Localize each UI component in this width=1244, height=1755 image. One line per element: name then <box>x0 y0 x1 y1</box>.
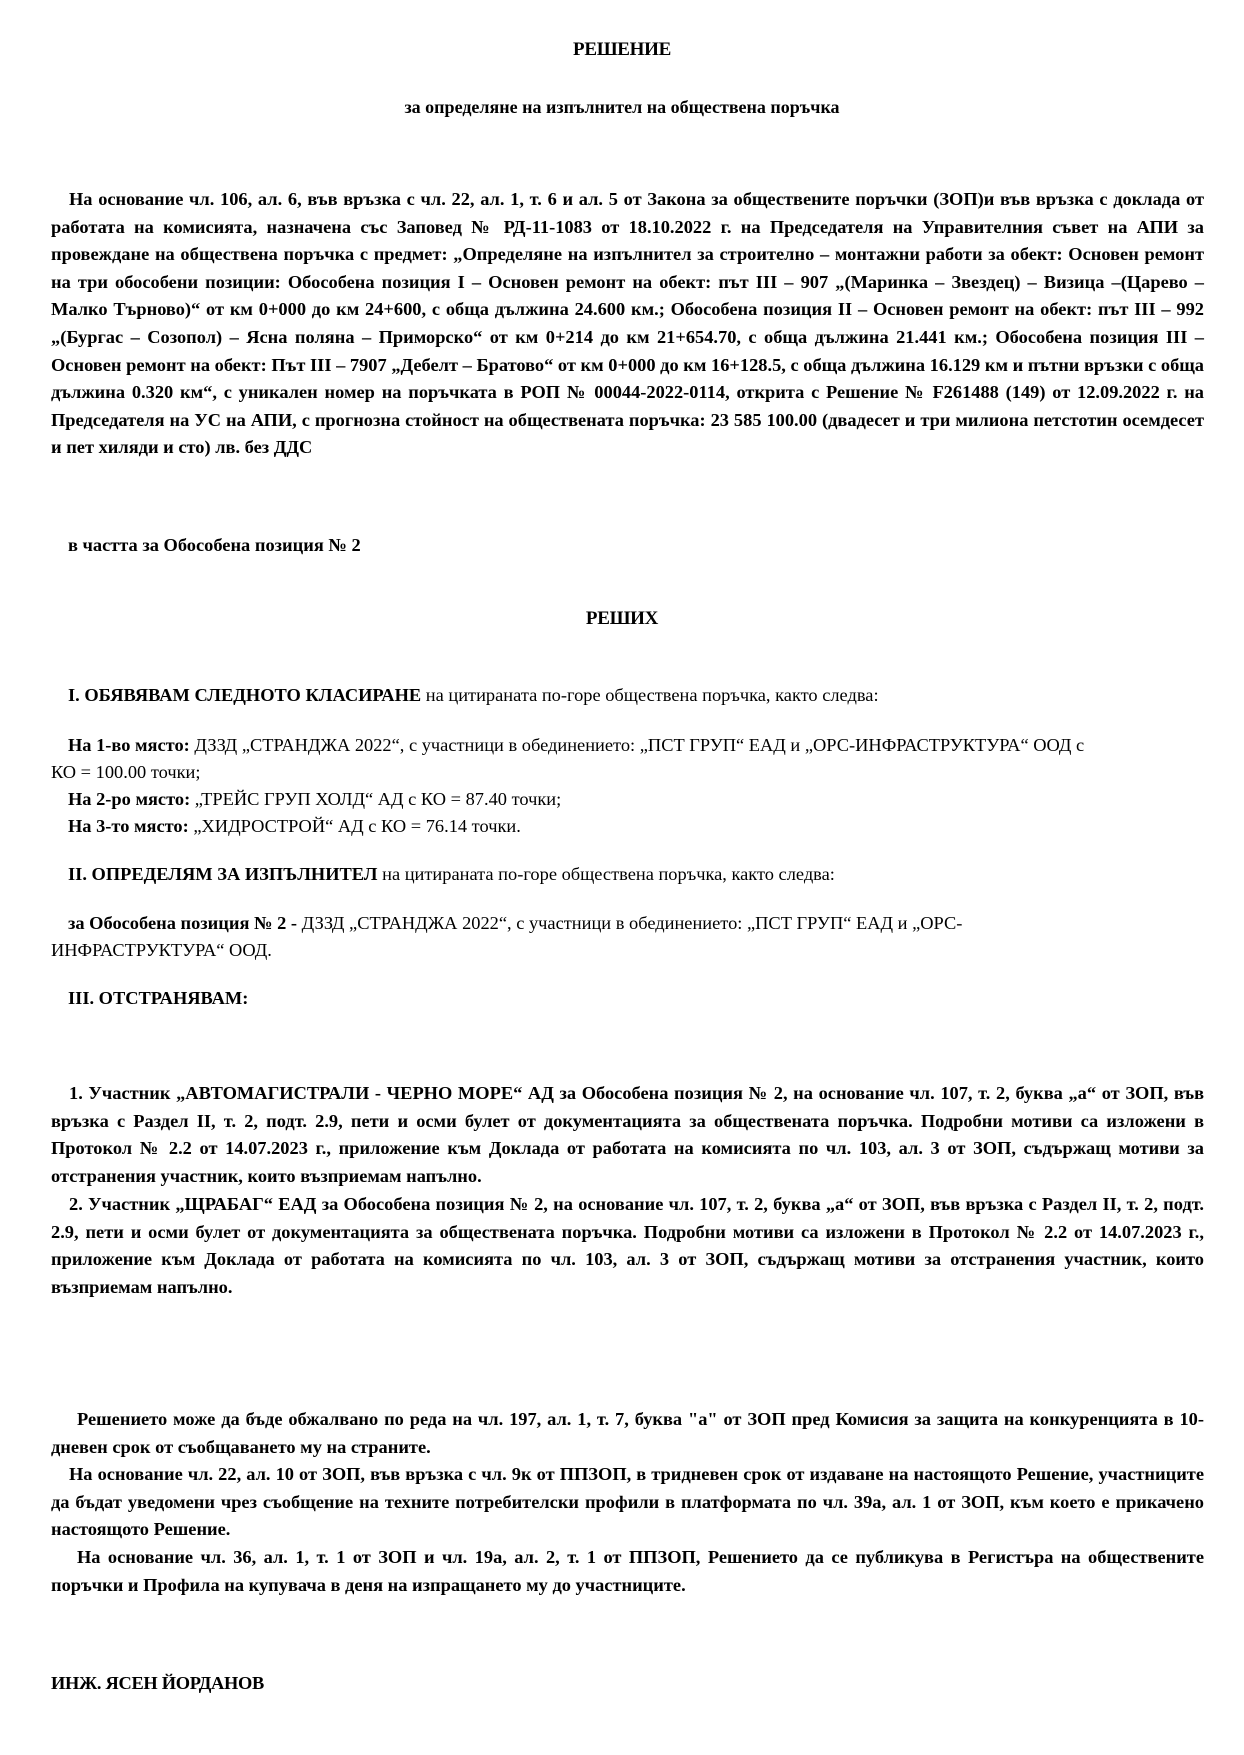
place2-label: На 2-ро място: <box>68 789 191 809</box>
place1-text: ДЗЗД „СТРАНДЖА 2022“, с участници в обединението: „ПСТ ГРУП“ ЕАД и „ОРС-ИНФРАСТРУКТУРА“ ООД с <box>189 735 1085 755</box>
section1-heading-rest: на цитираната по-горе обществена поръчка, както следва: <box>421 685 879 705</box>
place2-text: „ТРЕЙС ГРУП ХОЛД“ АД с КО = 87.40 точки; <box>190 789 562 809</box>
removed-participant-1: 1. Участник „АВТОМАГИСТРАЛИ - ЧЕРНО МОРЕ“ АД за Обособена позиция № 2, на основание чл. 107, т. 2, буква „а“ от ЗОП, във връзка с Раздел II, т. 2, подт. 2.9, пети и осми булет от документацията за обществената поръчка. Подробни мотиви са изложени в Протокол № 2.2 от 14.07.2023 г., приложение към Доклада от работата на комисията по чл. 103, ал. 3 от ЗОП, съдържащ мотиви за отстранения участник, които възприемам напълно. <box>51 1083 1204 1186</box>
appeal-paragraph: Решението може да бъде обжалвано по реда на чл. 197, ал. 1, т. 7, буква "а" от ЗОП пред Комисия за защита на конкуренцията в 10-дневен срок от съобщаването му на страните. <box>51 1409 1204 1457</box>
document-title: РЕШЕНИЕ <box>573 39 671 60</box>
place1-label: На 1-во място: <box>68 735 190 755</box>
section2-line <box>68 910 1228 938</box>
section2-text: ДЗЗД „СТРАНДЖА 2022“, с участници в обединението: „ПСТ ГРУП“ ЕАД и „ОРС- <box>297 913 963 933</box>
place3-text: „ХИДРОСТРОЙ“ АД с КО = 76.14 точки. <box>188 816 521 836</box>
place3-label: На 3-то място: <box>68 816 189 836</box>
notify-paragraph: На основание чл. 22, ал. 10 от ЗОП, във връзка с чл. 9к от ППЗОП, в тридневен срок от издаване на настоящото Решение, участниците да бъдат уведомени чрез съобщение на техните потребителски профили в платформата по чл. 39а, ал. 1 от ЗОП, към което е прикачено настоящото Решение. <box>51 1464 1204 1540</box>
section2-line-cont: ИНФРАСТРУКТУРА“ ООД. <box>51 940 272 960</box>
scope-line: в частта за Обособена позиция № 2 <box>68 535 361 555</box>
decided-heading: РЕШИХ <box>585 608 659 629</box>
publish-paragraph: На основание чл. 36, ал. 1, т. 1 от ЗОП и чл. 19а, ал. 2, т. 1 от ППЗОП, Решението да се публикува в Регистъра на обществените поръчки и Профила на купувача в деня на изпращането му до участниците. <box>51 1547 1204 1595</box>
place3-line <box>68 813 1228 841</box>
section1-heading-bold: I. ОБЯВЯВАМ СЛЕДНОТО КЛАСИРАНЕ <box>68 685 422 705</box>
section2-heading <box>68 861 1228 889</box>
section2-heading-rest: на цитираната по-горе обществена поръчка, както следва: <box>377 864 835 884</box>
section3-heading: III. ОТСТРАНЯВАМ: <box>68 988 249 1008</box>
place2-line <box>68 786 1228 814</box>
section1-heading <box>68 682 1228 710</box>
section2-heading-bold: II. ОПРЕДЕЛЯМ ЗА ИЗПЪЛНИТЕЛ <box>68 864 378 884</box>
document-subtitle: за определяне на изпълнител на обществена поръчка <box>404 97 840 117</box>
place1-line <box>68 732 1228 760</box>
signature: ИНЖ. ЯСЕН ЙОРДАНОВ <box>51 1673 265 1693</box>
intro-paragraph: На основание чл. 106, ал. 6, във връзка с чл. 22, ал. 1, т. 6 и ал. 5 от Закона за обществените поръчки (ЗОП)и във връзка с доклада от работата на комисията, назначена със Заповед № РД-11-1083 от 18.10.2022 г. на Председателя на Управителния съвет на АПИ за провеждане на обществена поръчка с предмет: „Определяне на изпълнител за строително – монтажни работи за обект: Основен ремонт на три обособени позиции: Обособена позиция I – Основен ремонт на обект: път III – 907 „(Маринка – Звездец) – Визица –(Царево – Малко Търново)“ от км 0+000 до км 24+600, с обща дължина 24.600 км.; Обособена позиция II – Основен ремонт на обект: път III – 992 „(Бургас – Созопол) – Ясна поляна – Приморско“ от км 0+214 до км 21+654.70, с обща дължина 21.441 км.; Обособена позиция III – Основен ремонт на обект: Път III – 7907 „Дебелт – Братово“ от км 0+000 до км 16+128.5, с обща дължина 16.129 км и пътни връзки с обща дължина 0.320 км“, с уникален номер на поръчката в РОП № 00044-2022-0114, открита с Решение № F261488 (149) от 12.09.2022 г. на Председателя на УС на АПИ, с прогнозна стойност на обществената поръчка: 23 585 100.00 (двадесет и три милиона петстотин осемдесет и пет хиляди и сто) лв. без ДДС <box>51 189 1204 458</box>
removed-participant-2: 2. Участник „ЩРАБАГ“ ЕАД за Обособена позиция № 2, на основание чл. 107, т. 2, буква „а“ от ЗОП, във връзка с Раздел II, т. 2, подт. 2.9, пети и осми булет от документацията за обществената поръчка. Подробни мотиви са изложени в Протокол № 2.2 от 14.07.2023 г., приложение към Доклада от работата на комисията по чл. 103, ал. 3 от ЗОП, съдържащ мотиви за отстранения участник, които възприемам напълно. <box>51 1194 1204 1297</box>
place1-line-cont: КО = 100.00 точки; <box>51 762 201 782</box>
section2-label: за Обособена позиция № 2 - <box>68 913 298 933</box>
